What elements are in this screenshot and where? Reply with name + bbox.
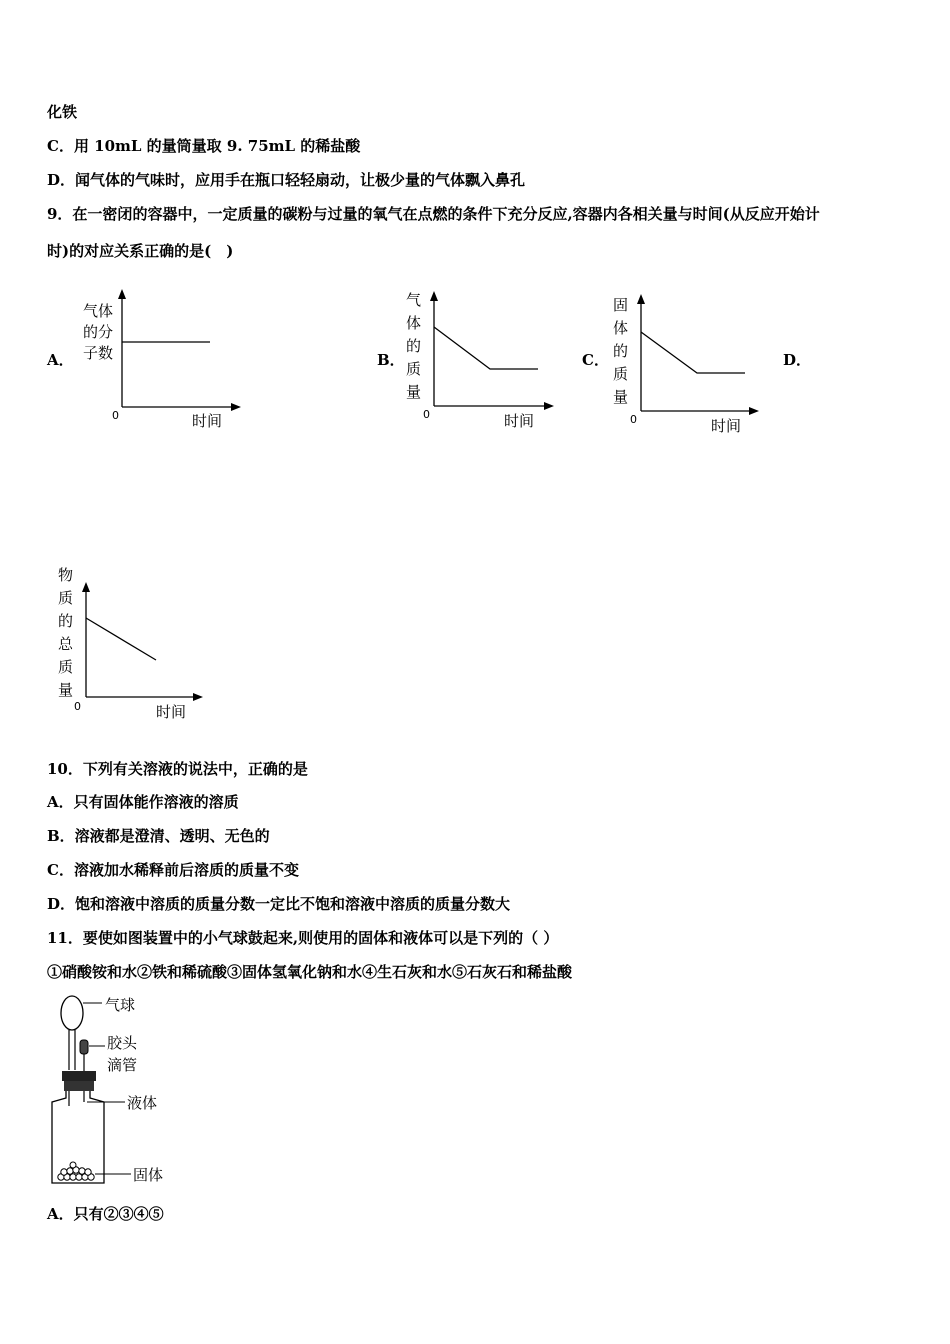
graph-d-ylabel-1: 物 xyxy=(58,566,74,584)
graph-c-ylabel-3: 的 xyxy=(613,342,629,360)
graph-d-curve xyxy=(86,618,156,660)
graph-b-curve xyxy=(434,327,538,369)
question-11-items: ①硝酸铵和水②铁和稀硫酸③固体氢氧化钠和水④生石灰和水⑤石灰石和稀盐酸 xyxy=(47,963,573,981)
graph-b-ylabel-3: 的 xyxy=(406,337,422,355)
dropper-label-2: 滴管 xyxy=(107,1056,138,1074)
option-b-label: B． xyxy=(377,351,405,369)
graph-c-ylabel-2: 体 xyxy=(613,319,629,337)
graph-b-ylabel-4: 质 xyxy=(406,360,422,378)
graph-b-origin: 0 xyxy=(423,408,430,421)
graph-a-xlabel: 时间 xyxy=(192,412,223,430)
graph-d-ylabel-4: 总 xyxy=(58,635,74,653)
question-10-option-b: B．溶液都是澄清、透明、无色的 xyxy=(47,827,270,845)
balloon-label: 气球 xyxy=(105,996,136,1014)
graph-c-ylabel-4: 质 xyxy=(613,365,629,383)
stopper-top xyxy=(62,1071,96,1081)
graph-c xyxy=(608,290,773,440)
text-line: 化铁 xyxy=(47,103,78,121)
graph-b-ylabel-5: 量 xyxy=(406,383,422,401)
graph-c-xlabel: 时间 xyxy=(711,417,742,435)
graph-a-ylabel-3: 子数 xyxy=(83,344,114,362)
question-9-stem-cont: 时)的对应关系正确的是( ) xyxy=(47,242,234,260)
graph-c-curve xyxy=(641,332,745,373)
graph-a-x-arrow xyxy=(231,403,241,411)
graph-c-x-arrow xyxy=(749,407,759,415)
question-9-stem: 9．在一密闭的容器中，一定质量的碳粉与过量的氧气在点燃的条件下充分反应,容器内各相关量与时间(从反应开始计 xyxy=(47,205,820,223)
solid-label: 固体 xyxy=(133,1166,164,1184)
question-10-option-a: A．只有固体能作溶液的溶质 xyxy=(47,793,239,811)
graph-d-ylabel-6: 量 xyxy=(58,681,74,699)
graph-b xyxy=(400,285,570,435)
graph-b-ylabel-1: 气 xyxy=(406,291,422,309)
graph-c-ylabel-5: 量 xyxy=(613,388,629,406)
graph-d-ylabel-3: 的 xyxy=(58,612,74,630)
graph-c-ylabel-1: 固 xyxy=(613,296,629,314)
graph-d-y-arrow xyxy=(82,582,90,592)
graph-a-y-arrow xyxy=(118,289,126,299)
question-11-option-a: A．只有②③④⑤ xyxy=(47,1205,164,1223)
graph-d-ylabel-2: 质 xyxy=(58,589,74,607)
graph-a-ylabel-2: 的分 xyxy=(83,323,114,341)
option-d-text: D．闻气体的气味时，应用手在瓶口轻轻扇动，让极少量的气体飘入鼻孔 xyxy=(47,171,526,189)
stopper-bottom xyxy=(64,1081,94,1091)
dropper-label-1: 胶头 xyxy=(107,1034,138,1052)
balloon-shape xyxy=(61,996,83,1030)
graph-b-y-arrow xyxy=(430,291,438,301)
graph-a xyxy=(75,285,250,435)
graph-d-x-arrow xyxy=(193,693,203,701)
apparatus-diagram xyxy=(45,990,225,1195)
graph-d-ylabel-5: 质 xyxy=(58,658,74,676)
question-10-option-c: C．溶液加水稀释前后溶质的质量不变 xyxy=(47,861,299,879)
graph-c-origin: 0 xyxy=(630,413,637,426)
question-10-option-d: D．饱和溶液中溶质的质量分数一定比不饱和溶液中溶质的质量分数大 xyxy=(47,895,511,913)
graph-d-xlabel: 时间 xyxy=(156,703,187,721)
graph-b-xlabel: 时间 xyxy=(504,412,535,430)
graph-a-ylabel-1: 气体 xyxy=(83,302,114,320)
graph-d-origin: 0 xyxy=(74,700,81,713)
liquid-label: 液体 xyxy=(127,1094,158,1112)
question-10-stem: 10．下列有关溶液的说法中，正确的是 xyxy=(47,760,308,778)
dropper-bulb xyxy=(80,1040,88,1054)
option-a-label: A． xyxy=(47,351,74,369)
graph-d xyxy=(50,560,220,725)
graph-a-origin: 0 xyxy=(112,409,119,422)
graph-c-y-arrow xyxy=(637,294,645,304)
solid-pellets xyxy=(58,1162,94,1180)
option-c-text: C．用 10mL 的量筒量取 9. 75mL 的稀盐酸 xyxy=(47,137,361,155)
question-11-stem: 11．要使如图装置中的小气球鼓起来,则使用的固体和液体可以是下列的（ ） xyxy=(47,929,559,947)
option-d-label: D． xyxy=(783,351,812,369)
graph-b-x-arrow xyxy=(544,402,554,410)
option-c-label: C． xyxy=(582,351,609,369)
graph-b-ylabel-2: 体 xyxy=(406,314,422,332)
